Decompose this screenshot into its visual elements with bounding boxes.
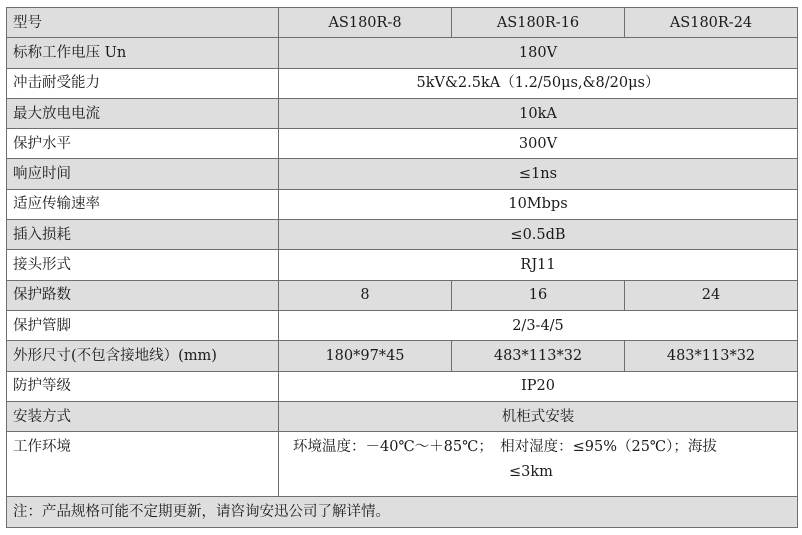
row-label: 冲击耐受能力 xyxy=(7,68,279,98)
table-row xyxy=(7,189,798,219)
product-spec-table xyxy=(6,7,798,528)
row-value: 2/3-4/5 xyxy=(279,310,798,340)
row-label: 最大放电电流 xyxy=(7,98,279,128)
model-name: AS180R-8 xyxy=(279,8,452,38)
table-row xyxy=(7,250,798,280)
row-label: 防护等级 xyxy=(7,371,279,401)
row-value: RJ11 xyxy=(279,250,798,280)
table-row xyxy=(7,401,798,431)
row-label: 保护管脚 xyxy=(7,310,279,340)
row-value: 483*113*32 xyxy=(452,341,625,371)
model-name: AS180R-24 xyxy=(625,8,798,38)
row-label: 接头形式 xyxy=(7,250,279,280)
table-row xyxy=(7,129,798,159)
row-label: 保护水平 xyxy=(7,129,279,159)
row-value: ≤0.5dB xyxy=(279,220,798,250)
row-label: 适应传输速率 xyxy=(7,189,279,219)
row-value: 8 xyxy=(279,280,452,310)
row-label: 插入损耗 xyxy=(7,220,279,250)
model-label: 型号 xyxy=(7,8,279,38)
row-label: 安装方式 xyxy=(7,401,279,431)
environment-line-2: ≤3km xyxy=(509,464,553,481)
row-value: 10kA xyxy=(279,98,798,128)
row-value: 24 xyxy=(625,280,798,310)
row-label: 工作环境 xyxy=(7,432,279,497)
row-value: 180*97*45 xyxy=(279,341,452,371)
table-row-environment xyxy=(7,432,798,497)
table-row xyxy=(7,371,798,401)
table-row xyxy=(7,280,798,310)
row-value: 300V xyxy=(279,129,798,159)
row-value: 机柜式安装 xyxy=(279,401,798,431)
footnote: 注：产品规格可能不定期更新，请咨询安迅公司了解详情。 xyxy=(7,497,798,528)
row-value: IP20 xyxy=(279,371,798,401)
row-label: 外形尺寸(不包含接地线）(mm) xyxy=(7,341,279,371)
table-row xyxy=(7,341,798,371)
table-note-row xyxy=(7,497,798,528)
row-label: 响应时间 xyxy=(7,159,279,189)
model-name: AS180R-16 xyxy=(452,8,625,38)
environment-value xyxy=(279,432,798,497)
table-row xyxy=(7,310,798,340)
row-value: ≤1ns xyxy=(279,159,798,189)
row-value: 483*113*32 xyxy=(625,341,798,371)
row-label: 标称工作电压 Un xyxy=(7,38,279,68)
table-header-row xyxy=(7,8,798,38)
row-value: 5kV&2.5kA（1.2/50μs,&8/20μs） xyxy=(279,68,798,98)
table-row xyxy=(7,159,798,189)
row-value: 180V xyxy=(279,38,798,68)
table-row xyxy=(7,38,798,68)
table-row xyxy=(7,68,798,98)
row-value: 16 xyxy=(452,280,625,310)
table-row xyxy=(7,98,798,128)
table-row xyxy=(7,220,798,250)
row-label: 保护路数 xyxy=(7,280,279,310)
row-value: 10Mbps xyxy=(279,189,798,219)
environment-line-1: 环境温度：－40℃～＋85℃； 相对湿度：≤95%（25℃）；海拔 xyxy=(293,439,717,456)
